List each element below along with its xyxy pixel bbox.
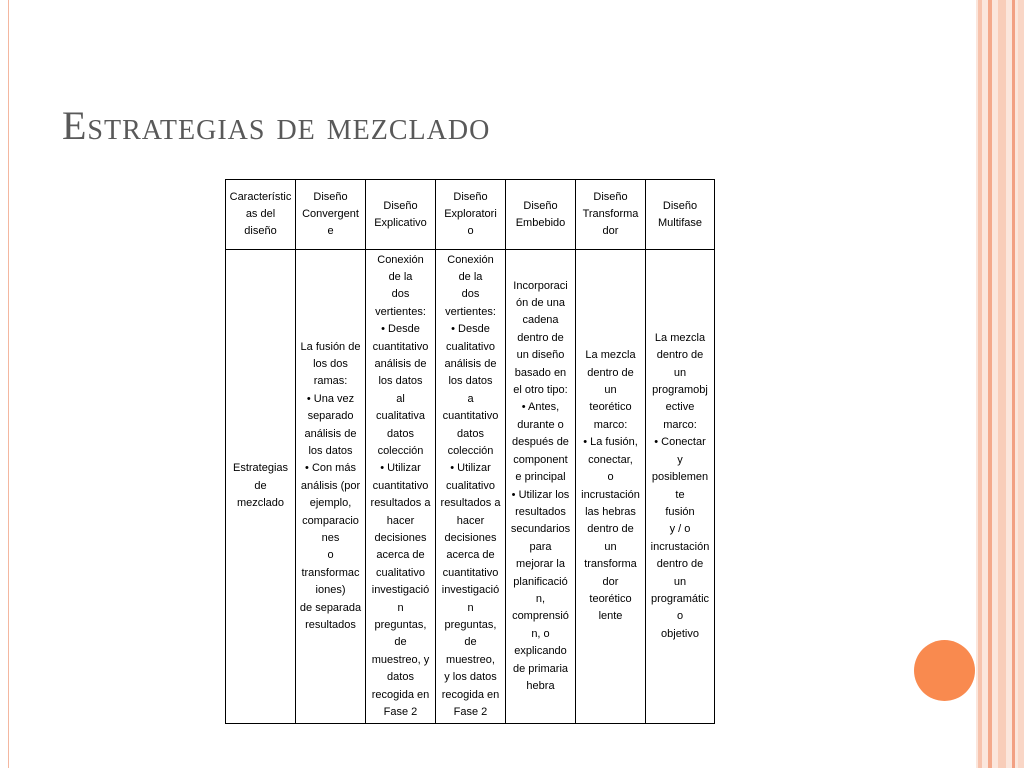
table-cell: La mezcla dentro de un teorético marco: • La fusión, conectar, o incrustación las hebras dentro de un transforma dor teorético lente: [576, 250, 646, 724]
table-cell: La mezcla dentro de un programobj ective marco: • Conectar y posiblemen te fusión y / o incrustación dentro de un programátic o objetivo: [646, 250, 715, 724]
table-row: [226, 250, 715, 724]
accent-circle: [914, 640, 975, 701]
slide-frame-line: [8, 0, 9, 768]
row-label-cell: Estrategias de mezclado: [226, 250, 296, 724]
table-cell: Conexión de la dos vertientes: • Desde cuantitativo análisis de los datos al cualitativa datos colección • Utilizar cuantitativo resultados a hacer decisiones acerca de cualitativo investigació n preguntas, de muestreo, y datos recogida en Fase 2: [366, 250, 436, 724]
slide-title: Estrategias de mezclado: [62, 103, 491, 148]
side-stripe: [1012, 0, 1015, 768]
header-cell: Diseño Transforma dor: [576, 180, 646, 250]
header-cell: Diseño Embebido: [506, 180, 576, 250]
header-cell: Diseño Explicativo: [366, 180, 436, 250]
table-cell: La fusión de los dos ramas: • Una vez separado análisis de los datos • Con más análisis (por ejemplo, comparacio nes o transformac iones) de separada resultados: [296, 250, 366, 724]
comparison-table: [225, 179, 715, 724]
header-cell: Diseño Convergent e: [296, 180, 366, 250]
side-stripe: [978, 0, 982, 768]
header-cell: Diseño Exploratori o: [436, 180, 506, 250]
table-cell: Incorporaci ón de una cadena dentro de un diseño basado en el otro tipo: • Antes, durante o después de component e principal • Utilizar los resultados secundarios para mejorar la planificació n, comprensió n, o explicando de primaria hebra: [506, 250, 576, 724]
header-cell: Diseño Multifase: [646, 180, 715, 250]
side-stripe: [1018, 0, 1024, 768]
table-cell: Conexión de la dos vertientes: • Desde cualitativo análisis de los datos a cuantitativo datos colección • Utilizar cualitativo resultados a hacer decisiones acerca de cuantitativo investigació n preguntas, de muestreo, y los datos recogida en Fase 2: [436, 250, 506, 724]
table-header-row: [226, 180, 715, 250]
strategies-table: [225, 179, 714, 724]
side-stripe: [998, 0, 1006, 768]
header-cell: Característic as del diseño: [226, 180, 296, 250]
side-stripe: [988, 0, 992, 768]
